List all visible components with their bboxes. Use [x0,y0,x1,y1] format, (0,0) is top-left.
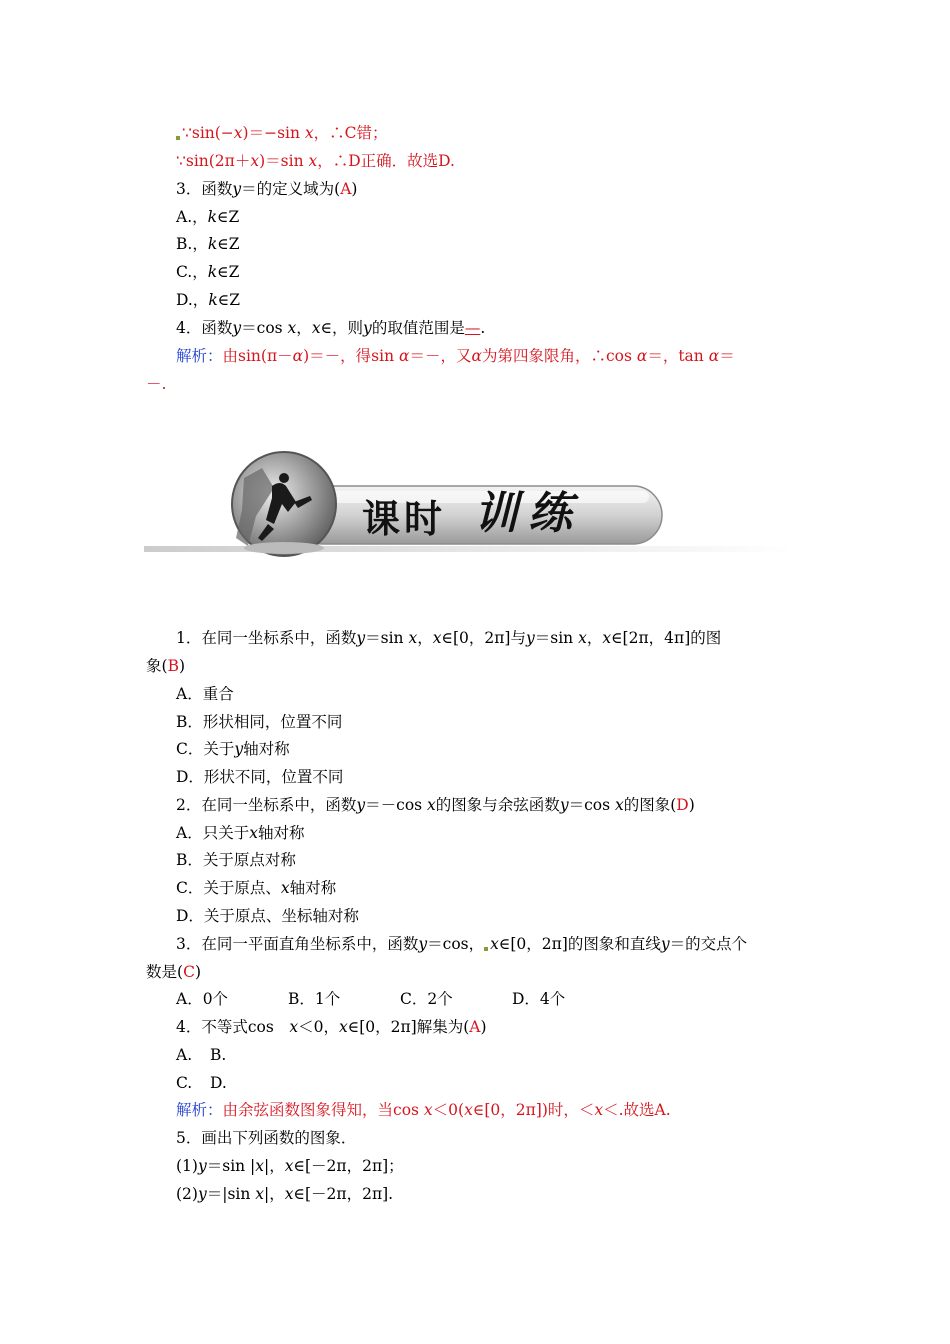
analysis-4: 解析：由余弦函数图象得知，当cos x＜0(x∈[0，2π])时，＜x＜.故选A. [176,1101,671,1119]
option-b: B.，k∈Z [176,235,240,253]
option-c: C.，k∈Z [176,263,240,281]
ex4-option-a: A. [176,1046,193,1064]
exercise-3: 3．在同一平面直角坐标系中，函数y＝cos， x∈[0，2π]的图象和直线y＝的交点个 [176,935,748,953]
lesson-banner [144,428,800,560]
option-a: A.，k∈Z [176,208,240,226]
ex4-option-b: B. [210,1046,227,1064]
solution-line-c: ∵sin(−x)＝−sin x，∴C错； [176,122,388,144]
ex3-option-c: C．2个 [400,990,453,1008]
analysis-1-cont: －. [146,375,167,393]
ex2-option-a: A．只关于x轴对称 [176,824,305,842]
ex4-option-c: C. [176,1074,193,1092]
exercise-2: 2．在同一坐标系中，函数y＝－cos x的图象与余弦函数y＝cos x的图象(D) [176,796,695,814]
exercise-4: 4．不等式cos x＜0，x∈[0，2π]解集为(A) [176,1018,487,1036]
banner-title-1: 课时 [362,496,447,541]
marker-dot [484,947,488,951]
exercise-5: 5．画出下列函数的图象． [176,1129,357,1147]
marker-dot [176,136,180,140]
ex3-option-d: D．4个 [512,990,566,1008]
answer-letter: C [183,963,195,981]
ex1-option-b: B．形状相同，位置不同 [176,713,343,731]
ex3-option-b: B．1个 [288,990,341,1008]
option-d: D.，k∈Z [176,291,240,309]
exercise-5-part-1: (1)y＝sin |x|，x∈[－2π，2π]； [176,1157,404,1175]
question-4: 4．函数y＝cos x，x∈，则y的取值范围是—. [176,319,486,337]
analysis-1: 解析：由sin(π－α)＝－，得sin α＝－，又α为第四象限角，∴cos α＝，tan α＝ [176,347,735,365]
ex2-option-d: D．关于原点、坐标轴对称 [176,907,359,925]
exercise-1: 1．在同一坐标系中，函数y＝sin x，x∈[0，2π]与y＝sin x，x∈[2π，4π]的图 [176,629,722,647]
question-3: 3．函数y＝的定义域为(A) [176,180,358,198]
exercise-1-cont: 象(B) [146,657,186,675]
banner-shadow [144,546,794,552]
answer-letter: A [340,180,352,198]
solution-line-d: ∵sin(2π＋x)＝sin x，∴D正确．故选D. [176,152,455,170]
answer-letter: D [676,796,689,814]
answer-blank: — [464,319,481,337]
answer-letter: B [167,657,179,675]
ex1-option-d: D．形状不同，位置不同 [176,768,344,786]
exercise-5-part-2: (2)y＝|sin x|，x∈[－2π，2π]. [176,1185,394,1203]
ex2-option-b: B．关于原点对称 [176,851,296,869]
ex1-option-a: A．重合 [176,685,234,703]
ex1-option-c: C．关于y轴对称 [176,740,290,758]
ex3-option-a: A．0个 [176,990,229,1008]
banner-graphic [144,428,800,560]
banner-title-2: 训练 [474,488,582,539]
ex2-option-c: C．关于原点、x轴对称 [176,879,337,897]
ex4-option-d: D. [210,1074,227,1092]
exercise-3-cont: 数是(C) [146,963,201,981]
answer-letter: A [469,1018,481,1036]
